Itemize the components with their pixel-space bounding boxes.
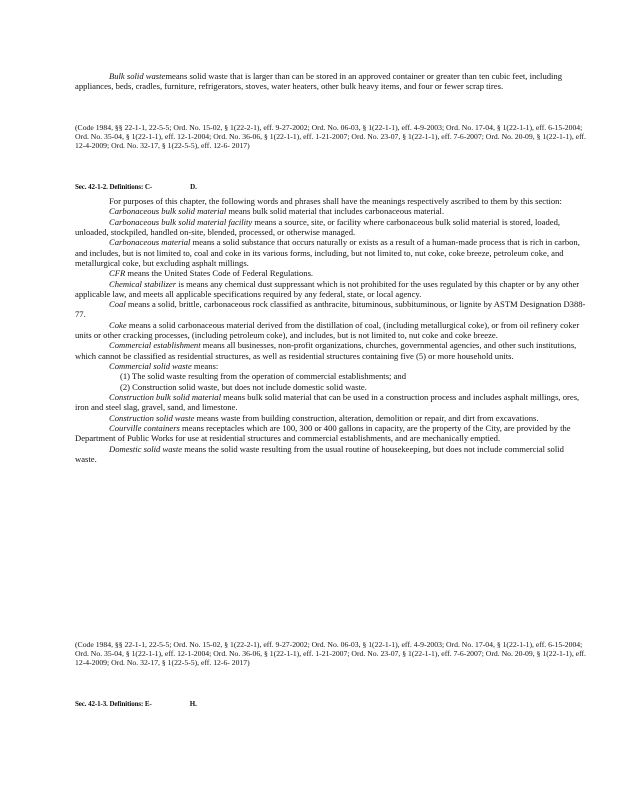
history-text: (Code 1984, §§ 22-1-1, 22-5-5; Ord. No. 15-02, § 1(22-2-1), eff. 9-27-2002; Ord. No. 06-03, § 1(22-1-1), eff. 4-9-2003; Ord. No. 17-04, § 1(22-1-1), eff. 6-15-2004; Ord. No. 35-04, § 1(22-1-1), eff. 12-1-2004; Ord. No. 36-06, § 1(22-1-1), eff. 1-21-2007; Ord. No. 23-07, § 1(22-1-1), eff. 7-6-2007; Ord. No. 20-09, § 1(22-1-1), eff. 12-4-2009; Ord. No. 32-17, § 1(22-5-5), eff. 12-6- 2017) — [75, 123, 586, 150]
definition-paragraph — [75, 279, 587, 300]
definition-term: Carbonaceous bulk solid material — [109, 206, 227, 217]
history-text: (Code 1984, §§ 22-1-1, 22-5-5; Ord. No. 15-02, § 1(22-2-1), eff. 9-27-2002; Ord. No. 06-03, § 1(22-1-1), eff. 4-9-2003; Ord. No. 17-04, § 1(22-1-1), eff. 6-15-2004; Ord. No. 35-04, § 1(22-1-1), eff. 12-1-2004; Ord. No. 36-06, § 1(22-1-1), eff. 1-21-2007; Ord. No. 23-07, § 1(22-1-1), eff. 7-6-2007; Ord. No. 20-09, § 1(22-1-1), eff. 12-4-2009; Ord. No. 32-17, § 1(22-5-5), eff. 12-6- 2017) — [75, 640, 586, 667]
definition-paragraph — [75, 361, 587, 371]
definition-term: Bulk solid waste — [109, 71, 166, 81]
definition-paragraph — [75, 206, 587, 216]
definition-paragraph — [75, 320, 587, 341]
definition-text: means solid waste that is larger than can be stored in an approved container or greater than ten cubic feet, including appliances, beds, cradles, furniture, refrigerators, stoves, water heaters, other bulk heavy items, and four or fewer scrap tires. — [75, 71, 563, 92]
definition-paragraph — [75, 237, 587, 268]
definition-term: Courville containers — [109, 422, 180, 433]
history-note-1 — [75, 124, 587, 151]
definition-term: Carbonaceous material — [109, 237, 191, 248]
definition-term: Commercial solid waste — [109, 361, 192, 371]
definition-paragraph — [75, 413, 587, 423]
section-heading-e-h — [75, 700, 587, 708]
definition-text: means receptacles which are 100, 300 or 400 gallons in capacity, are the property of the City, are provided by the Department of Public Works for use at residential structures and commercial establishments, and are mechanically emptied. — [75, 422, 571, 444]
definition-paragraph — [75, 268, 587, 278]
definition-paragraph — [75, 392, 587, 413]
definition-text: means the United States Code of Federal Regulations. — [125, 268, 314, 279]
definition-text: means waste from building construction, alteration, demolition or repair, and dirt from excavations. — [194, 412, 539, 423]
section-label-end: D. — [190, 183, 197, 191]
definition-term: Coke — [109, 319, 127, 330]
list-item: (1) The solid waste resulting from the operation of commercial establishments; and — [120, 371, 406, 382]
definition-term: Commercial establishment — [109, 340, 201, 351]
definition-text: means bulk solid material that can be used in a construction process and includes asphalt millings, ores, iron and steel slag, gravel, sand, and limestone. — [75, 391, 580, 413]
definition-term: CFR — [109, 268, 126, 279]
definition-paragraph — [75, 340, 587, 361]
definition-text: means: — [191, 361, 219, 371]
definition-text: means bulk solid material that includes carbonaceous material. — [226, 206, 445, 217]
bulk-solid-waste-definition — [75, 71, 587, 92]
definition-term: Construction bulk solid material — [109, 391, 221, 402]
definition-text: means a source, site, or facility where carbonaceous bulk solid material is stored, loaded, unloaded, stockpiled, handled on-site, blended, processed, or otherwise managed. — [75, 216, 561, 237]
section-label-end: H. — [189, 700, 197, 708]
definition-term: Chemical stabilizer — [109, 278, 177, 289]
purpose-paragraph: For purposes of this chapter, the following words and phrases shall have the meanings respectively ascribed to them by this section: — [109, 196, 562, 206]
definition-paragraph — [75, 299, 587, 320]
definition-text: means a solid, brittle, carbonaceous rock classified as anthracite, bituminous, subbituminous, or lignite by ASTM Designation D388-77. — [75, 299, 586, 320]
definition-text: means a solid carbonaceous material derived from the distillation of coal, (including metallurgical coke), or from oil refinery coker units or other cracking processes, (including petroleum coke), and includes, but is not limited to, nut coke and coke breeze. — [75, 319, 580, 341]
commercial-solid-waste-list — [75, 371, 587, 392]
definition-term: Coal — [109, 299, 126, 310]
section-label: Sec. 42-1-2. Definitions: C- — [75, 183, 153, 191]
section-heading-c-d — [75, 183, 587, 191]
definition-text: means all businesses, non-profit organizations, churches, governmental agencies, and other such institutions, which cannot be classified as residential structures, as well as residential structures containing five (5) or more household units. — [75, 340, 577, 361]
definition-text: means the solid waste resulting from the usual routine of housekeeping, but does not include commercial solid waste. — [75, 443, 564, 464]
definition-text: means a solid substance that occurs naturally or exists as a result of a human-made process that is rich in carbon, and includes, but is not limited to, coal and coke in its various forms, including, but not limited to, nut coke, coke breeze, petroleum coke, and metallurgical coke, but excluding asphalt millings. — [75, 237, 580, 268]
definition-term: Domestic solid waste — [109, 443, 183, 454]
definitions-list-1 — [75, 206, 587, 371]
definition-term: Carbonaceous bulk solid material facility — [109, 216, 253, 227]
definition-paragraph — [75, 423, 587, 444]
definition-paragraph — [75, 217, 587, 238]
history-note-2 — [75, 641, 587, 668]
definitions-list-2 — [75, 392, 587, 464]
section-body-c-d — [75, 196, 587, 464]
definition-term: Construction solid waste — [109, 412, 195, 423]
list-item: (2) Construction solid waste, but does not include domestic solid waste. — [120, 381, 367, 392]
section-label: Sec. 42-1-3. Definitions: E- — [75, 700, 152, 708]
definition-text: is means any chemical dust suppressant which is not prohibited for the uses regulated by this chapter or by any other applicable law, and meets all applicable specifications required by any federal, state, or local agency. — [75, 278, 580, 299]
definition-paragraph — [75, 444, 587, 465]
